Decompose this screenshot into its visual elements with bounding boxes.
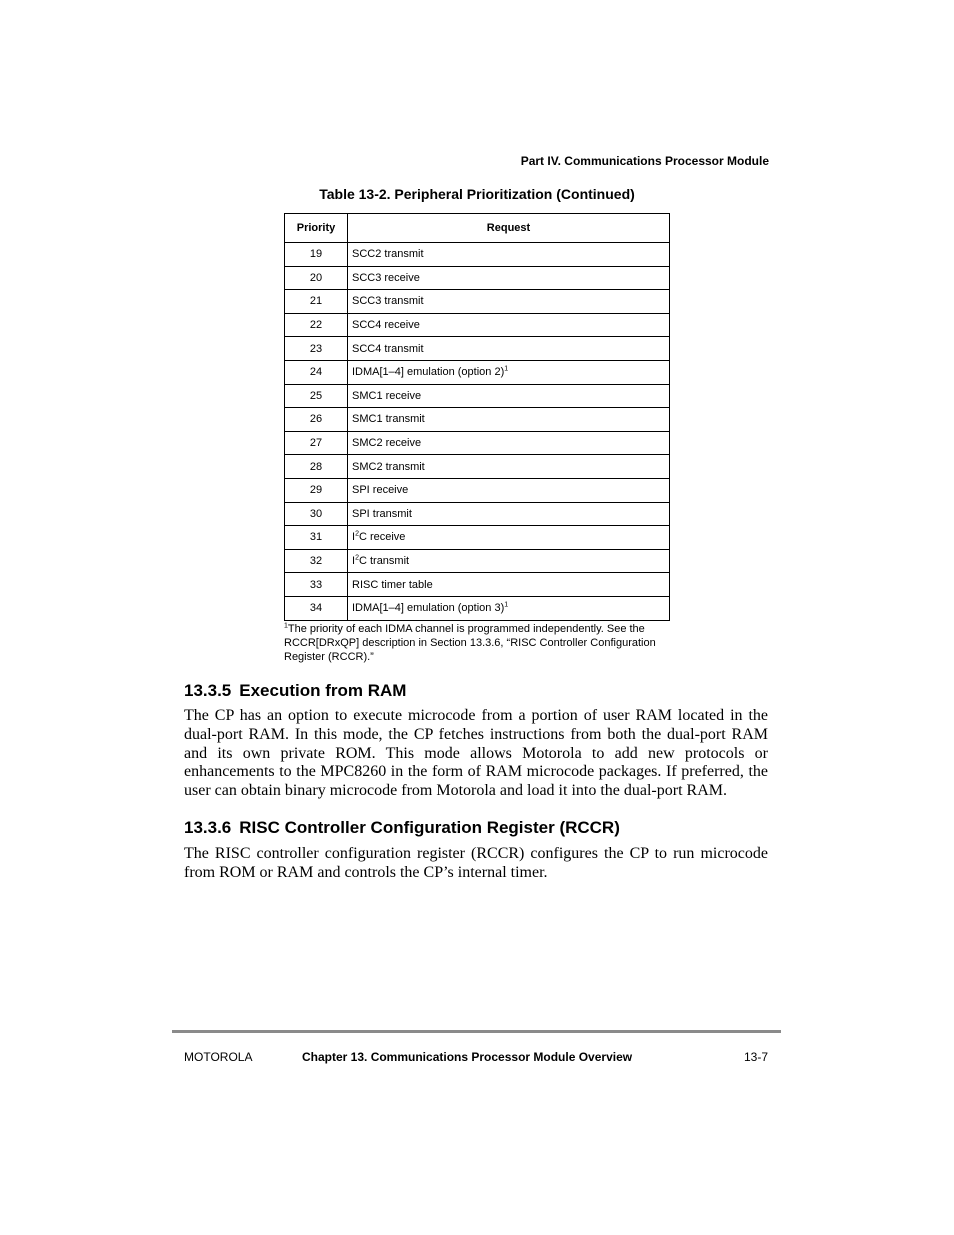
request-cell xyxy=(348,431,670,455)
table-row xyxy=(285,502,670,526)
table-row xyxy=(285,384,670,408)
request-cell xyxy=(348,290,670,314)
table-row xyxy=(285,478,670,502)
priority-cell: 25 xyxy=(285,384,348,408)
priority-cell: 34 xyxy=(285,596,348,620)
section-heading-execution-from-ram xyxy=(184,681,406,701)
request-cell xyxy=(348,596,670,620)
request-text: SCC2 transmit xyxy=(352,248,424,261)
priority-cell: 32 xyxy=(285,549,348,573)
priority-cell: 27 xyxy=(285,431,348,455)
table-row xyxy=(285,455,670,479)
table-row xyxy=(285,337,670,361)
priority-table xyxy=(284,213,670,621)
section-title: RISC Controller Configuration Register (RCCR) xyxy=(239,818,620,837)
table-row xyxy=(285,266,670,290)
request-cell xyxy=(348,360,670,384)
table-row xyxy=(285,360,670,384)
request-text: RISC timer table xyxy=(352,578,433,591)
request-cell xyxy=(348,408,670,432)
request-text-rest: C transmit xyxy=(358,555,410,568)
request-text: SMC1 transmit xyxy=(352,413,425,426)
footnote-reference: 1 xyxy=(504,601,509,609)
priority-cell: 23 xyxy=(285,337,348,361)
priority-cell: 19 xyxy=(285,243,348,267)
request-text: SCC3 transmit xyxy=(352,295,424,308)
footnote-text: The priority of each IDMA channel is programmed independently. See the RCCR[DRxQP] description in Section 13.3.6, “RISC Controller Configuration Register (RCCR).” xyxy=(284,623,656,663)
table-row xyxy=(285,290,670,314)
request-text: IDMA[1–4] emulation (option 2) xyxy=(352,366,505,379)
footer-chapter-title: Chapter 13. Communications Processor Module Overview xyxy=(302,1050,633,1064)
request-text: SCC3 receive xyxy=(352,271,420,284)
request-text: SMC1 receive xyxy=(352,389,422,402)
priority-cell: 20 xyxy=(285,266,348,290)
section-body-execution-from-ram: The CP has an option to execute microcode from a portion of user RAM located in the dual-port RAM. In this mode, the CP fetches instructions from both the dual-port RAM and its own private ROM. This mode allows Motorola to add new protocols or enhancements to the MPC8260 in the form of RAM microcode packages. If preferred, the user can obtain binary microcode from Motorola and load it into the dual-port RAM. xyxy=(184,707,768,800)
section-number: 13.3.5 xyxy=(184,681,232,700)
footnote-mark: 1 xyxy=(284,622,288,630)
request-text: SMC2 receive xyxy=(352,437,422,450)
priority-cell: 24 xyxy=(285,360,348,384)
request-text: SCC4 receive xyxy=(352,319,420,332)
table-row xyxy=(285,573,670,597)
table-row xyxy=(285,526,670,550)
request-cell xyxy=(348,549,670,573)
priority-cell: 26 xyxy=(285,408,348,432)
superscript: 2 xyxy=(355,530,359,538)
priority-cell: 30 xyxy=(285,502,348,526)
request-cell xyxy=(348,478,670,502)
table-row xyxy=(285,431,670,455)
request-text-rest: C receive xyxy=(358,531,406,544)
footer-page-number: 13-7 xyxy=(743,1050,768,1064)
section-title: Execution from RAM xyxy=(239,681,407,700)
table-row xyxy=(285,243,670,267)
section-number: 13.3.6 xyxy=(184,818,232,837)
request-text: IDMA[1–4] emulation (option 3) xyxy=(352,602,505,615)
table-row xyxy=(285,313,670,337)
request-cell xyxy=(348,266,670,290)
request-text: SCC4 transmit xyxy=(352,342,424,355)
column-header-request: Request xyxy=(348,214,670,243)
section-heading-rccr xyxy=(184,818,620,838)
footnote-reference: 1 xyxy=(504,365,509,373)
column-header-priority: Priority xyxy=(285,214,348,243)
table-row xyxy=(285,596,670,620)
request-cell xyxy=(348,502,670,526)
request-text: I xyxy=(352,531,356,544)
request-text: I xyxy=(352,555,356,568)
priority-cell: 33 xyxy=(285,573,348,597)
request-cell xyxy=(348,313,670,337)
table-header-row xyxy=(285,214,670,243)
priority-cell: 28 xyxy=(285,455,348,479)
request-cell xyxy=(348,573,670,597)
request-cell xyxy=(348,337,670,361)
priority-cell: 29 xyxy=(285,478,348,502)
table-row xyxy=(285,549,670,573)
priority-cell: 22 xyxy=(285,313,348,337)
superscript: 2 xyxy=(355,554,359,562)
section-body-rccr: The RISC controller configuration register (RCCR) configures the CP to run microcode from ROM or RAM and controls the CP’s internal timer. xyxy=(184,845,768,881)
priority-cell: 21 xyxy=(285,290,348,314)
request-cell xyxy=(348,384,670,408)
request-cell xyxy=(348,526,670,550)
request-cell xyxy=(348,243,670,267)
table-footnote xyxy=(284,622,674,664)
priority-cell: 31 xyxy=(285,526,348,550)
running-header: Part IV. Communications Processor Module xyxy=(520,154,769,168)
request-text: SPI transmit xyxy=(352,507,412,520)
request-text: SMC2 transmit xyxy=(352,460,425,473)
table-body xyxy=(285,243,670,621)
request-text: SPI receive xyxy=(352,484,409,497)
request-cell xyxy=(348,455,670,479)
table-row xyxy=(285,408,670,432)
footer-company: MOTOROLA xyxy=(184,1050,253,1064)
footer-rule xyxy=(172,1030,781,1033)
table-title: Table 13-2. Peripheral Prioritization (Continued) xyxy=(319,186,635,202)
